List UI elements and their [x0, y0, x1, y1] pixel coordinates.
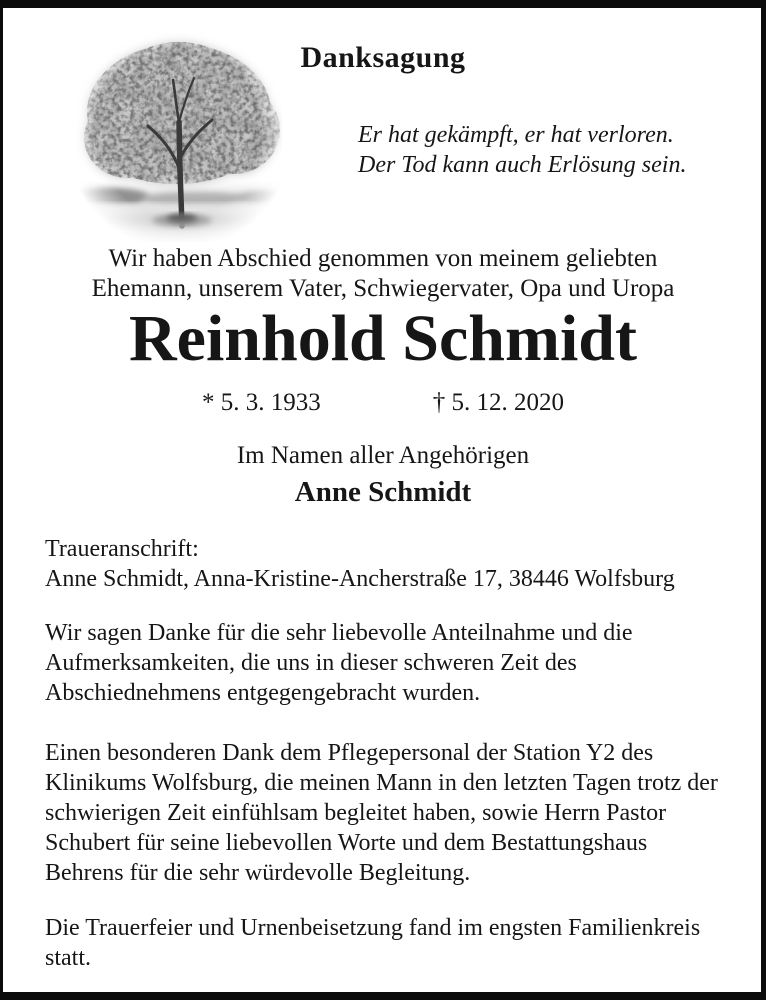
mourning-address-label: Traueranschrift:	[45, 536, 199, 562]
signatory-name: Anne Schmidt	[294, 476, 472, 508]
quote-line: Er hat gekämpft, er hat verloren.	[358, 122, 674, 148]
deceased-name: Reinhold Schmidt	[129, 302, 637, 375]
life-dates	[0, 388, 766, 418]
intro-line: Wir haben Abschied genommen von meinem geliebten	[108, 245, 658, 272]
death-date: † 5. 12. 2020	[432, 389, 564, 416]
mourning-address-block	[45, 534, 675, 594]
thanks-paragraph: Wir sagen Danke für die sehr liebevolle Anteilnahme und die Aufmerksamkeiten, die uns in dieser schweren Zeit des Abschiednehmens entgegengebracht wurden.	[45, 620, 633, 706]
on-behalf-line: Im Namen aller Angehörigen	[236, 442, 530, 469]
birth-date: * 5. 3. 1933	[202, 389, 321, 416]
memorial-quote	[358, 120, 686, 180]
intro-line: Ehemann, unserem Vater, Schwiegervater, Opa und Uropa	[91, 275, 675, 302]
special-thanks-paragraph: Einen besonderen Dank dem Pflegepersonal der Station Y2 des Klinikums Wolfsburg, die meinen Mann in den letzten Tagen trotz der schwierigen Zeit einfühlsam begleitet haben, sowie Herrn Pastor Schubert für seine liebevollen Worte und dem Bestattungshaus Behrens für die sehr würdevolle Begleitung.	[45, 740, 718, 886]
quote-line: Der Tod kann auch Erlösung sein.	[358, 152, 687, 178]
intro-text	[0, 244, 766, 304]
funeral-paragraph: Die Trauerfeier und Urnenbeisetzung fand im engsten Familienkreis statt.	[45, 915, 701, 971]
notice-type-title: Danksagung	[300, 41, 466, 74]
mourning-address-value: Anne Schmidt, Anna-Kristine-Ancherstraße 17, 38446 Wolfsburg	[45, 566, 675, 592]
